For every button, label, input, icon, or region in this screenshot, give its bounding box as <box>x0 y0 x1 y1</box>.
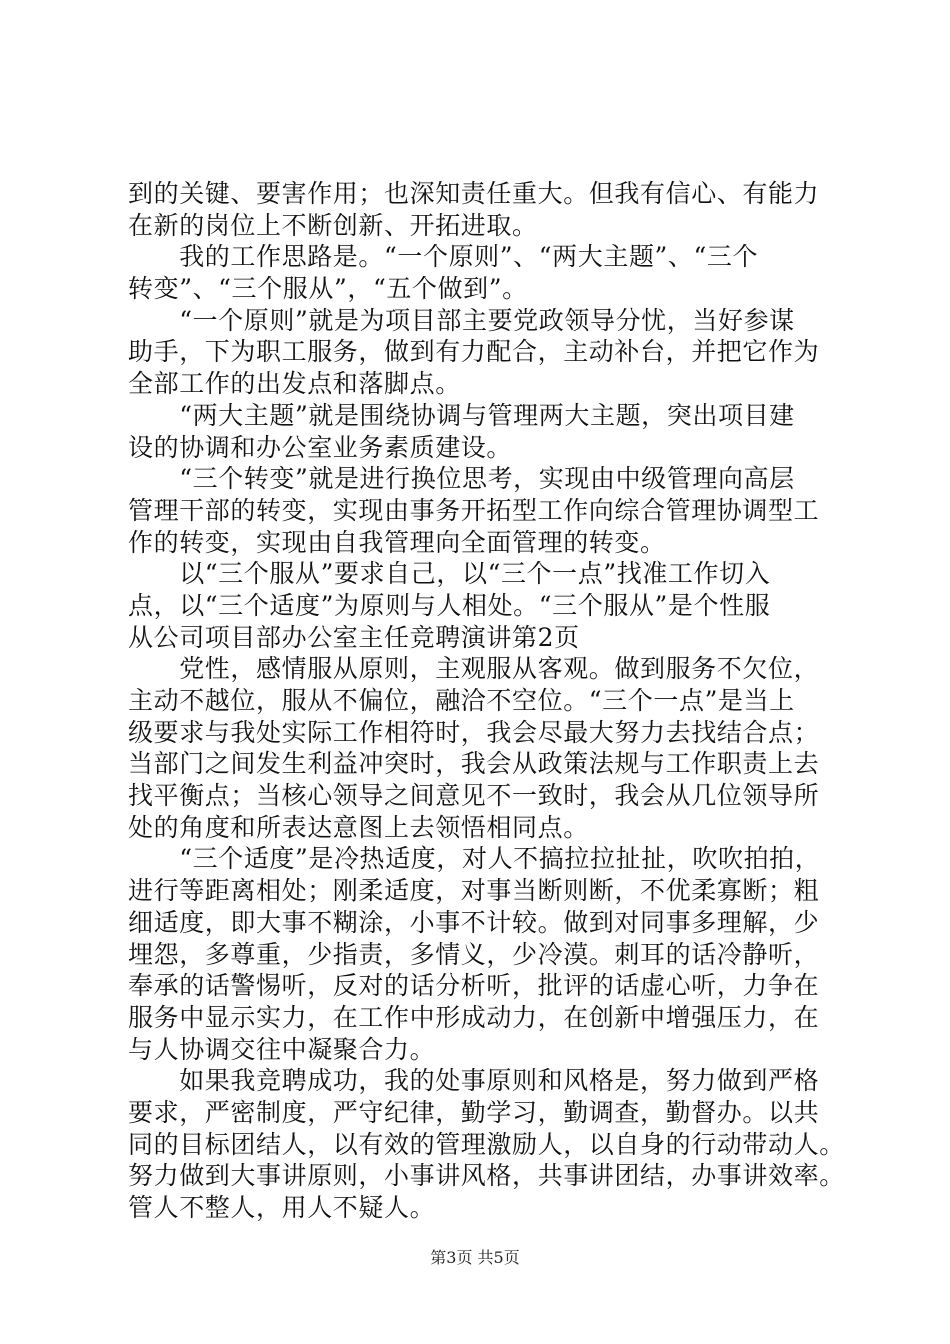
text-line: 管人不整人，用人不疑人。 <box>128 1193 436 1222</box>
text-line: 转变”、“三个服从”，“五个做到”。 <box>128 274 528 304</box>
text-line: 服务中显示实力，在工作中形成动力，在创新中增强压力，在 <box>128 1002 820 1032</box>
text-line: 级要求与我处实际工作相符时，我会尽最大努力去找结合点； <box>128 717 820 747</box>
text-line: 细适度，即大事不糊涂，小事不计较。做到对同事多理解，少 <box>128 907 820 937</box>
text-line: 我的工作思路是。“一个原则”、“两大主题”、“三个 <box>128 242 759 272</box>
text-line: 以“三个服从”要求自己，以“三个一点”找准工作切入 <box>128 559 771 589</box>
text-line: 埋怨，多尊重，少指责，多情义，少冷漠。刺耳的话冷静听， <box>128 939 820 969</box>
text-line: “一个原则”就是为项目部主要党政领导分忧，当好参谋 <box>128 305 795 335</box>
text-line: “三个适度”是冷热适度，对人不搞拉拉扯扯，吹吹拍拍， <box>128 844 821 874</box>
text-line: 如果我竞聘成功，我的处事原则和风格是，努力做到严格 <box>128 1066 820 1096</box>
text-line: 找平衡点；当核心领导之间意见不一致时，我会从几位领导所 <box>128 781 820 811</box>
text-line: 当部门之间发生利益冲突时，我会从政策法规与工作职责上去 <box>128 749 820 779</box>
text-line: 主动不越位，服从不偏位，融洽不空位。“三个一点”是当上 <box>128 686 795 715</box>
text-line: “两大主题”就是围绕协调与管理两大主题，突出项目建 <box>128 400 795 430</box>
text-line: 点，以“三个适度”为原则与人相处。“三个服从”是个性服 <box>128 590 771 620</box>
text-line: 从公司项目部办公室主任竞聘演讲第2页 <box>128 622 580 652</box>
text-line: 党性，感情服从原则，主观服从客观。做到服务不欠位， <box>128 654 820 684</box>
text-line: 在新的岗位上不断创新、开拓进取。 <box>128 210 538 240</box>
text-line: 助手，下为职工服务，做到有力配合，主动补台，并把它作为 <box>128 337 820 367</box>
text-line: 管理干部的转变，实现由事务开拓型工作向综合管理协调型工 <box>128 495 820 525</box>
text-line: 同的目标团结人，以有效的管理激励人，以自身的行动带动人。 <box>128 1129 845 1159</box>
text-line: 到的关键、要害作用；也深知责任重大。但我有信心、有能力 <box>128 179 820 208</box>
text-line: “三个转变”就是进行换位思考，实现由中级管理向高层 <box>128 464 795 494</box>
text-line: 要求，严密制度，严守纪律，勤学习，勤调查，勤督办。以共 <box>128 1097 820 1127</box>
text-line: 进行等距离相处；刚柔适度，对事当断则断，不优柔寡断；粗 <box>128 876 820 906</box>
text-line: 与人协调交往中凝聚合力。 <box>128 1034 436 1064</box>
text-line: 设的协调和办公室业务素质建设。 <box>128 432 513 462</box>
page-number-footer: 第3页 共5页 <box>430 1248 520 1267</box>
text-line: 努力做到大事讲原则，小事讲风格，共事讲团结，办事讲效率。 <box>128 1161 845 1191</box>
text-line: 作的转变，实现由自我管理向全面管理的转变。 <box>128 527 666 557</box>
document-body <box>128 178 845 1224</box>
text-line: 全部工作的出发点和落脚点。 <box>128 369 461 399</box>
text-line: 奉承的话警惕听，反对的话分析听，批评的话虚心听，力争在 <box>128 971 820 1001</box>
text-line: 处的角度和所表达意图上去领悟相同点。 <box>128 812 589 842</box>
